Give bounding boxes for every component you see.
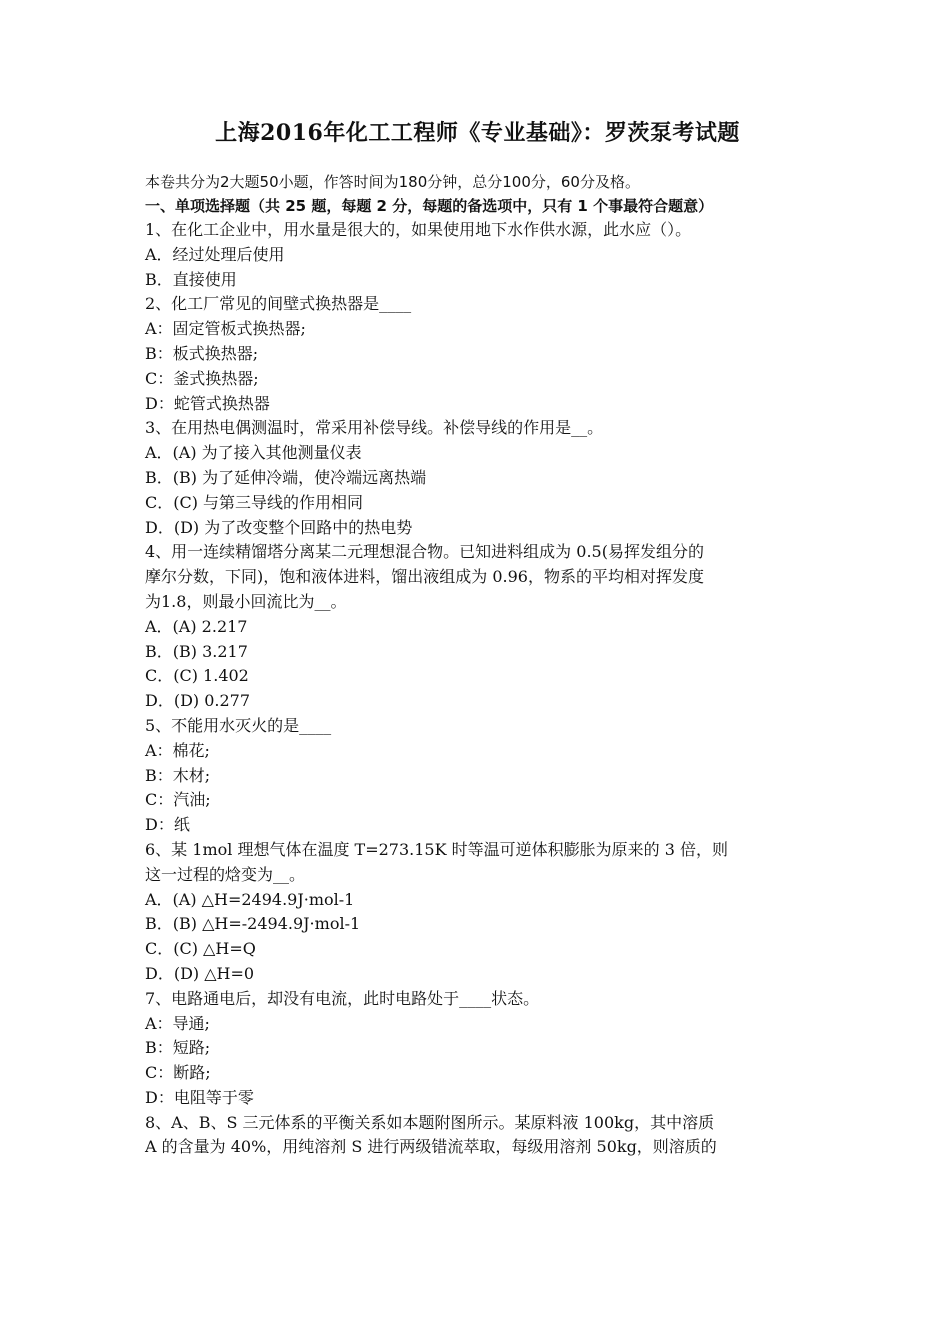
question-3-option-d: D．(D) 为了改变整个回路中的热电势 <box>145 517 413 537</box>
question-3-option-b: B．(B) 为了延伸冷端，使冷端远离热端 <box>145 467 427 487</box>
exam-intro: 本卷共分为2大题50小题，作答时间为180分钟，总分100分，60分及格。 <box>145 173 640 191</box>
question-2-option-b: B：板式换热器; <box>145 343 259 363</box>
question-2-option-d: D：蛇管式换热器 <box>145 393 270 413</box>
question-5-option-d: D：纸 <box>145 815 190 835</box>
question-4-option-d: D．(D) 0.277 <box>145 691 251 711</box>
question-1-stem: 1、在化工企业中，用水量是很大的，如果使用地下水作供水源，此水应（）。 <box>145 220 692 239</box>
question-2-option-a: A：固定管板式换热器; <box>145 319 306 339</box>
question-3-option-c: C．(C) 与第三导线的作用相同 <box>145 492 364 512</box>
question-4-option-a: A．(A) 2.217 <box>145 616 248 636</box>
question-6-option-d: D．(D) △H=0 <box>145 963 255 983</box>
question-4-stem-line-3: 为1.8，则最小回流比为__。 <box>145 591 347 611</box>
question-4-option-b: B．(B) 3.217 <box>145 641 248 661</box>
question-1-option-b: B．直接使用 <box>145 269 237 289</box>
question-4-stem-line-2: 摩尔分数，下同)，饱和液体进料，馏出液组成为 0.96，物系的平均相对挥发度 <box>145 567 704 587</box>
question-6-option-a: A．(A) △H=2494.9J·mol-1 <box>145 889 355 909</box>
question-4-stem-line-1: 4、用一连续精馏塔分离某二元理想混合物。已知进料组成为 0.5(易挥发组分的 <box>145 542 704 562</box>
question-5-option-c: C：汽油; <box>145 790 211 810</box>
document-page <box>145 118 810 1160</box>
question-7-option-d: D：电阻等于零 <box>145 1087 254 1107</box>
question-5-option-a: A：棉花; <box>145 740 210 760</box>
question-3-stem: 3、在用热电偶测温时，常采用补偿导线。补偿导线的作用是__。 <box>145 418 604 438</box>
question-1-option-a: A．经过处理后使用 <box>145 244 285 264</box>
question-7-option-c: C：断路; <box>145 1063 211 1083</box>
question-6-option-b: B．(B) △H=-2494.9J·mol-1 <box>145 914 361 934</box>
question-7-option-a: A：导通; <box>145 1013 210 1033</box>
section-heading: 一、单项选择题（共 25 题，每题 2 分，每题的备选项中，只有 1 个事最符合题意） <box>145 197 714 215</box>
question-2-stem: 2、化工厂常见的间壁式换热器是____ <box>145 294 412 314</box>
question-6-stem-line-1: 6、某 1mol 理想气体在温度 T=273.15K 时等温可逆体积膨胀为原来的 3 倍，则 <box>145 839 728 859</box>
question-5-option-b: B：木材; <box>145 765 211 785</box>
question-3-option-a: A．(A) 为了接入其他测量仪表 <box>145 443 362 463</box>
document-title: 上海2016年化工工程师《专业基础》：罗茨泵考试题 <box>215 120 740 146</box>
question-8-stem-line-2: A 的含量为 40%，用纯溶剂 S 进行两级错流萃取，每级用溶剂 50kg，则溶质的 <box>145 1137 717 1157</box>
question-6-option-c: C．(C) △H=Q <box>145 939 256 959</box>
question-7-stem: 7、电路通电后，却没有电流，此时电路处于____状态。 <box>145 988 540 1008</box>
question-7-option-b: B：短路; <box>145 1038 211 1058</box>
question-6-stem-line-2: 这一过程的焓变为__。 <box>145 864 306 884</box>
question-8-stem-line-1: 8、A、B、S 三元体系的平衡关系如本题附图所示。某原料液 100kg，其中溶质 <box>145 1112 715 1132</box>
question-2-option-c: C：釜式换热器; <box>145 368 259 388</box>
question-5-stem: 5、不能用水灭火的是____ <box>145 715 332 735</box>
question-4-option-c: C．(C) 1.402 <box>145 666 249 686</box>
